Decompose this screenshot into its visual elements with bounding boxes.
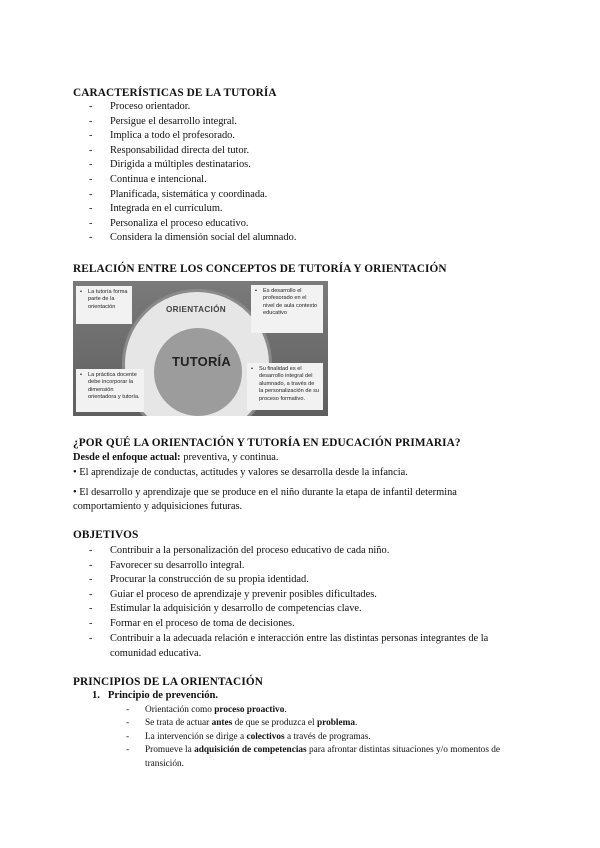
focus-text: preventiva, y continua. <box>180 452 279 463</box>
diagram-note-1: • La tutoría forma parte de la orientación <box>76 286 132 324</box>
list-item: - Considera la dimensión social del alumnado. <box>88 231 296 246</box>
list-item: - Guiar el proceso de aprendizaje y prevenir posibles dificultades. <box>88 588 488 603</box>
list-item <box>126 704 526 717</box>
list-item: - Integrada en el currículum. <box>88 202 296 217</box>
principle-title: Principio de prevención. <box>107 690 219 701</box>
text-run: de que se produzca el <box>232 718 317 729</box>
list-item <box>126 731 526 744</box>
characteristics-list <box>88 100 296 246</box>
list-item: - Implica a todo el profesorado. <box>88 129 296 144</box>
tutoria-orientacion-diagram <box>73 281 328 416</box>
list-item: - Planificada, sistemática y coordinada. <box>88 188 296 203</box>
list-item: - Dirigida a múltiples destinatarios. <box>88 158 296 173</box>
orientacion-label: ORIENTACIÓN <box>166 305 227 314</box>
list-item: - Formar en el proceso de toma de decisiones. <box>88 617 488 632</box>
objective-continuation: comunidad educativa. <box>110 648 202 659</box>
focus-label: Desde el enfoque actual: <box>73 452 181 463</box>
list-item: - Estimular la adquisición y desarrollo de competencias clave. <box>88 602 488 617</box>
text-run-bold: antes <box>211 718 233 729</box>
text-run-bold: proceso proactivo <box>214 705 285 715</box>
text-run-bold: adquisición de competencias <box>194 745 307 756</box>
section-heading-objetivos: OBJETIVOS <box>73 529 139 541</box>
objectives-list <box>88 544 488 646</box>
text-run: para afrontar distintas situaciones y/o momentos de transición. <box>145 745 501 769</box>
list-item <box>126 717 526 730</box>
principle-number: 1. <box>92 690 100 701</box>
text-run: Promueve la <box>145 745 195 756</box>
text-run: . <box>355 718 358 729</box>
section-heading-caracteristicas: CARACTERÍSTICAS DE LA TUTORÍA <box>73 87 277 99</box>
diagram-note-2: • Es desarrollo el profesorado en el nivel de aula contexto educativo <box>251 285 323 333</box>
section-heading-principios: PRINCIPIOS DE LA ORIENTACIÓN <box>73 676 263 688</box>
list-item: - Responsabilidad directa del tutor. <box>88 144 296 159</box>
section-heading-por-que: ¿POR QUÉ LA ORIENTACIÓN Y TUTORÍA EN EDUCACIÓN PRIMARIA? <box>73 437 461 449</box>
text-run-bold: problema <box>316 718 355 729</box>
tutoria-label: TUTORÍA <box>172 354 231 369</box>
text-run: Orientación como <box>145 705 215 715</box>
principle-heading <box>92 690 218 701</box>
text-run: Se trata de actuar <box>145 718 212 729</box>
list-item: - Personaliza el proceso educativo. <box>88 217 296 232</box>
focus-line <box>73 451 278 465</box>
prevention-list <box>126 704 526 771</box>
diagram-note-4: • Su finalidad es el desarrollo integral del alumnado, a través de la personalización de su proceso formativo. <box>247 363 323 410</box>
list-item: - Continua e intencional. <box>88 173 296 188</box>
section-heading-relacion: RELACIÓN ENTRE LOS CONCEPTOS DE TUTORÍA Y ORIENTACIÓN <box>73 263 447 275</box>
list-item: - Proceso orientador. <box>88 100 296 115</box>
diagram-note-3: • La práctica docente debe incorporar la dimensión orientadora y tutoría. <box>76 369 144 412</box>
list-item: - Persigue el desarrollo integral. <box>88 115 296 130</box>
list-item: - Contribuir a la personalización del proceso educativo de cada niño. <box>88 544 488 559</box>
reason-bullet-1: • El aprendizaje de conductas, actitudes y valores se desarrolla desde la infancia. <box>73 467 408 478</box>
list-item: - Favorecer su desarrollo integral. <box>88 559 488 574</box>
list-item: - Contribuir a la adecuada relación e interacción entre las distintas personas integrantes de la <box>88 632 488 647</box>
reason-bullet-2: • El desarrollo y aprendizaje que se produce en el niño durante la etapa de infantil determina comportamiento y adquisiciones futuras. <box>73 487 457 513</box>
list-item <box>126 744 526 771</box>
text-run: a través de programas. <box>284 731 371 742</box>
text-run: . <box>284 705 287 715</box>
text-run-bold: colectivos <box>246 731 285 742</box>
text-run: La intervención se dirige a <box>145 731 247 742</box>
list-item: - Procurar la construcción de su propia identidad. <box>88 573 488 588</box>
tutoria-circle <box>154 328 242 416</box>
